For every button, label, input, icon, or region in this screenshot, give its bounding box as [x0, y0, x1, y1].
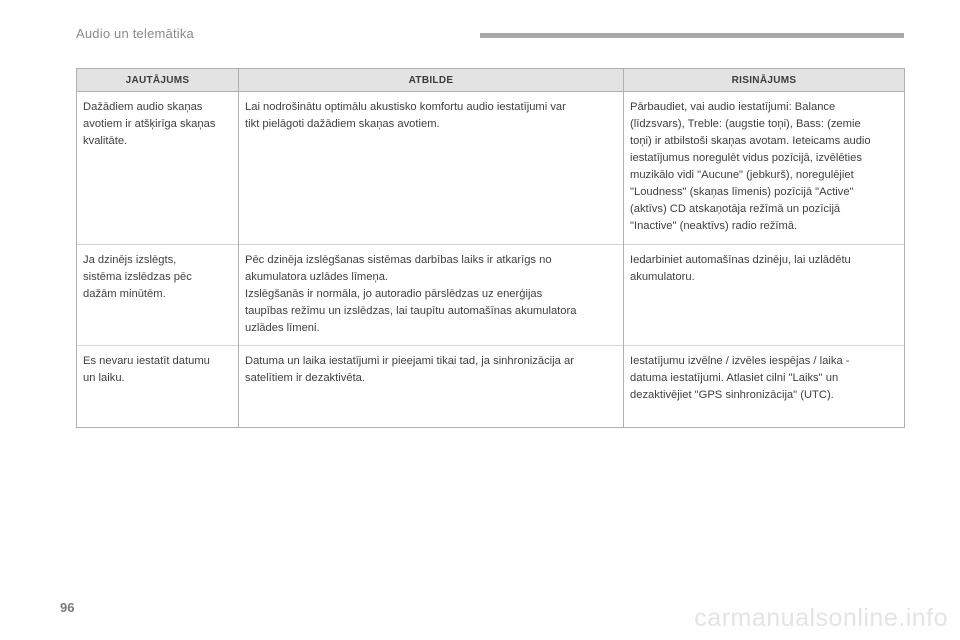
question-text-line: Es nevaru iestatīt datumu	[83, 355, 210, 367]
solution-text-line: muzikālo vidi "Aucune" (jebkurš), noregulējiet	[630, 169, 854, 181]
answer-text-line: tikt pielāgoti dažādiem skaņas avotiem.	[245, 118, 440, 130]
question-cell	[77, 92, 239, 245]
answer-text-line: Datuma un laika iestatījumi ir pieejami tikai tad, ja sinhronizācija ar	[245, 355, 574, 367]
question-text-line: sistēma izslēdzas pēc	[83, 271, 192, 283]
answer-cell	[239, 346, 624, 428]
solution-text-line: (aktīvs) CD atskaņotāja režīmā un pozīcijā	[630, 203, 841, 215]
answer-text-line: uzlādes līmeni.	[245, 322, 320, 334]
page-number: 96	[60, 600, 75, 615]
solution-text-line: (līdzsvars), Treble: (augstie toņi), Bass: (zemie	[630, 118, 861, 130]
header-divider-bar	[480, 33, 904, 38]
answer-cell	[239, 245, 624, 346]
solution-text-line: iestatījumus noregulēt vidus pozīcijā, izvēlēties	[630, 152, 862, 164]
table-row	[77, 92, 905, 245]
answer-text-line: Pēc dzinēja izslēgšanas sistēmas darbības laiks ir atkarīgs no	[245, 254, 552, 266]
solution-text-line: "Inactive" (neaktīvs) radio režīmā.	[630, 220, 798, 232]
question-text-line: avotiem ir atšķirīga skaņas	[83, 118, 216, 130]
answer-text-line: satelītiem ir dezaktivēta.	[245, 372, 366, 384]
solution-cell	[624, 245, 905, 346]
watermark: carmanualsonline.info	[694, 604, 948, 632]
question-text-line: un laiku.	[83, 372, 125, 384]
section-title: Audio un telemātika	[76, 26, 194, 41]
column-header-question: JAUTĀJUMS	[77, 69, 239, 92]
solution-text-line: Iedarbiniet automašīnas dzinēju, lai uzlādētu	[630, 254, 851, 266]
answer-text-line: Lai nodrošinātu optimālu akustisko komfortu audio iestatījumi var	[245, 101, 566, 113]
table-header-row	[77, 69, 905, 92]
troubleshooting-table	[76, 68, 905, 428]
answer-text-line: akumulatora uzlādes līmeņa.	[245, 271, 389, 283]
column-header-solution: RISINĀJUMS	[624, 69, 905, 92]
solution-text-line: akumulatoru.	[630, 271, 695, 283]
table-row	[77, 346, 905, 428]
answer-text-line: taupības režīmu un izslēdzas, lai taupītu automašīnas akumulatora	[245, 305, 577, 317]
question-text-line: Ja dzinējs izslēgts,	[83, 254, 177, 266]
question-cell	[77, 245, 239, 346]
table-row	[77, 245, 905, 346]
question-text-line: Dažādiem audio skaņas	[83, 101, 203, 113]
solution-text-line: Iestatījumu izvēlne / izvēles iespējas / laika -	[630, 355, 850, 367]
answer-cell	[239, 92, 624, 245]
column-header-answer: ATBILDE	[239, 69, 624, 92]
solution-cell	[624, 346, 905, 428]
solution-cell	[624, 92, 905, 245]
question-text-line: dažām minūtēm.	[83, 288, 166, 300]
solution-text-line: Pārbaudiet, vai audio iestatījumi: Balance	[630, 101, 836, 113]
solution-text-line: dezaktivējiet "GPS sinhronizācija" (UTC).	[630, 389, 834, 401]
solution-text-line: toņi) ir atbilstoši skaņas avotam. Ieteicams audio	[630, 135, 871, 147]
question-cell	[77, 346, 239, 428]
solution-text-line: datuma iestatījumi. Atlasiet cilni "Laiks" un	[630, 372, 839, 384]
question-text-line: kvalitāte.	[83, 135, 128, 147]
solution-text-line: "Loudness" (skaņas līmenis) pozīcijā "Active"	[630, 186, 854, 198]
answer-text-line: Izslēgšanās ir normāla, jo autoradio pārslēdzas uz enerģijas	[245, 288, 543, 300]
